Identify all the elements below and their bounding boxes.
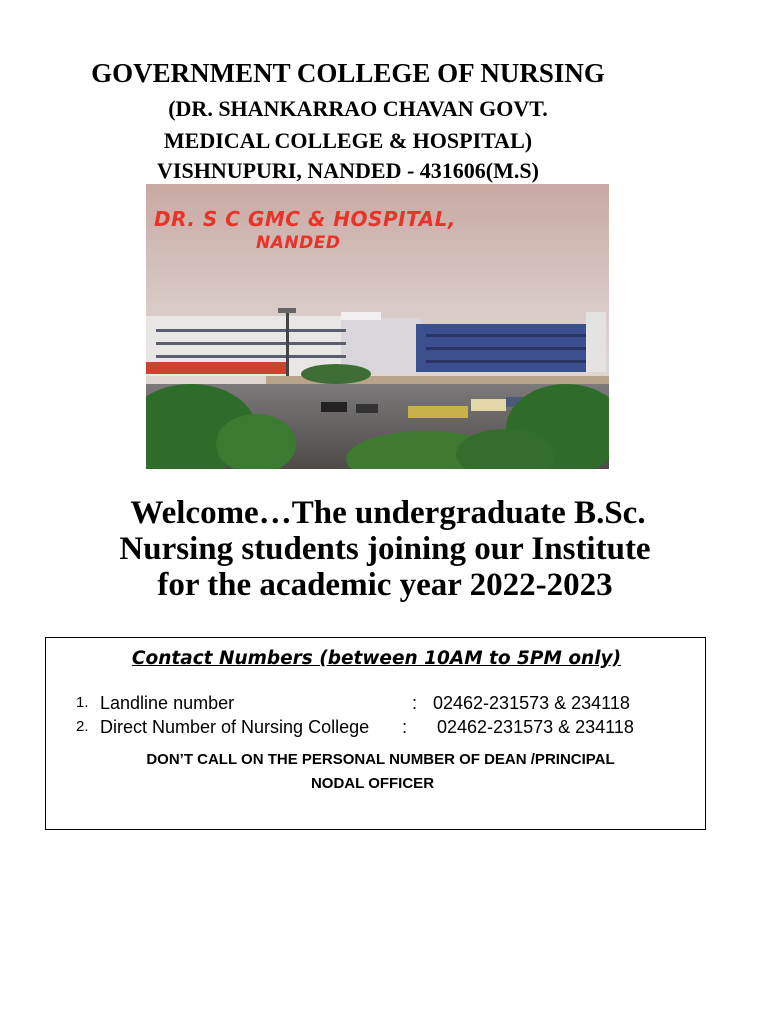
contact-item-value: 02462-231573 & 234118	[433, 693, 630, 713]
contact-item-colon: :	[402, 717, 408, 737]
address-line: VISHNUPURI, NANDED - 431606(M.S)	[157, 158, 539, 183]
college-name: GOVERNMENT COLLEGE OF NURSING	[91, 58, 605, 88]
welcome-line1: Welcome…The undergraduate B.Sc.	[130, 495, 646, 531]
parent-institution-line1: (DR. SHANKARRAO CHAVAN GOVT.	[168, 96, 548, 121]
warning-line1: DON’T CALL ON THE PERSONAL NUMBER OF DEAN /PRINCIPAL	[146, 751, 615, 768]
building-right-tower	[586, 312, 606, 372]
contact-item-value: 02462-231573 & 234118	[437, 717, 634, 737]
contact-box	[45, 637, 706, 830]
contact-item-number: 1.	[76, 694, 89, 711]
warning-line2: NODAL OFFICER	[310, 775, 435, 792]
contact-item-number: 2.	[76, 718, 89, 735]
contact-item-label: Direct Number of Nursing College	[100, 717, 370, 737]
parent-institution-line2: MEDICAL COLLEGE & HOSPITAL)	[163, 128, 533, 153]
light-pole	[286, 312, 289, 387]
photo-caption-line1: DR. S C GMC & HOSPITAL,	[154, 207, 456, 231]
light-head	[278, 308, 296, 313]
contact-item-label: Landline number	[100, 693, 235, 713]
contact-item-colon: :	[412, 693, 418, 713]
welcome-line2: Nursing students joining our Institute	[119, 531, 651, 567]
signboard	[146, 362, 286, 374]
building-roof-box	[341, 312, 381, 320]
contact-title: Contact Numbers (between 10AM to 5PM only)	[131, 648, 622, 669]
welcome-line3: for the academic year 2022-2023	[157, 567, 613, 603]
hospital-photo	[146, 184, 609, 469]
building-center-block	[341, 318, 421, 373]
photo-caption-line2: NANDED	[256, 233, 341, 253]
